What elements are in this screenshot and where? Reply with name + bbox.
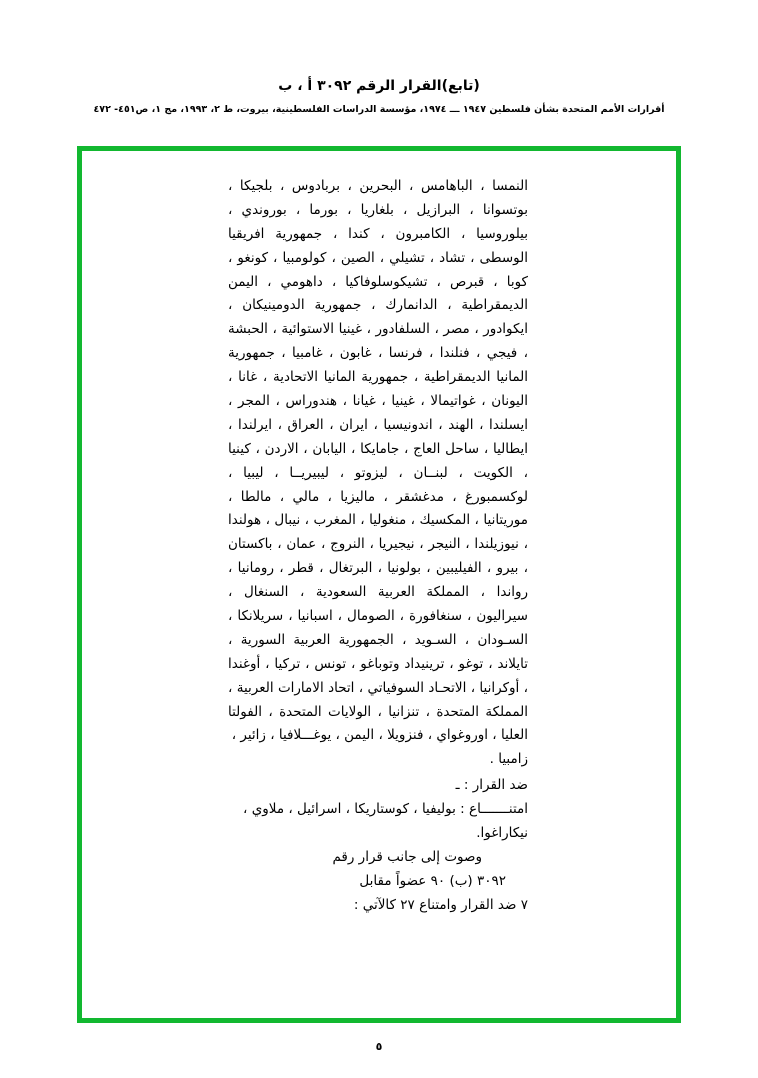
page-header (0, 0, 758, 117)
vote-line-1: وصوت إلى جانب قرار رقم (332, 848, 482, 865)
vote-line-3: ٧ ضد القرار وامتناع ٢٧ كالآتي : (353, 896, 528, 913)
country-list-paragraph: النمسا ، الباهامس ، البحرين ، بربادوس ، بلجيكا ، بوتسوانا ، البرازيل ، بلغاريا ، بورما ، بوروندي ، بيلوروسيا ، الكامبرون ، كندا ، جمهورية افريقيا الوسطى ، تشاد ، تشيلي ، الصين ، كولومبيا ، كونغو ، كوبا ، قبرص ، تشيكوسلوفاكيا ، داهومي ، اليمن الديمقراطية ، الدانمارك ، جمهورية الدومينيكان ، ايكوادور ، مصر ، السلفادور ، غينيا الاستوائية ، الحبشة ، فيجي ، فنلندا ، فرنسا ، غابون ، غامبيا ، جمهورية المانيا الديمقراطية ، جمهورية المانيا الاتحادية ، غانا ، اليونان ، غواتيمالا ، غينيا ، غيانا ، هندوراس ، المجر ، ايسلندا ، الهند ، اندونيسيا ، ايران ، العراق ، ايرلندا ، ايطاليا ، ساحل العاج ، جامايكا ، اليابان ، الاردن ، كينيا ، الكويت ، لبنــان ، ليزوتو ، ليبيريــا ، ليبيا ، لوكسمبورغ ، مدغشقر ، ماليزيا ، مالي ، مالطا ، موريتانيا ، المكسيك ، منغوليا ، المغرب ، نيبال ، هولندا ، نيوزيلندا ، النيجر ، نيجيريا ، النروج ، عمان ، باكستان ، بيرو ، الفيليبين ، بولونيا ، البرتغال ، قطر ، رومانيا ، رواندا ، المملكة العربية السعودية ، السنغال ، سيراليون ، سنغافورة ، الصومال ، اسبانيا ، سريلانكا ، السـودان ، السـويد ، الجمهورية العربية السورية ، تايلاند ، توغو ، ترينيداد وتوباغو ، تونس ، تركيا ، أوغندا ، أوكرانيا ، الاتحـاد السوفياتي ، اتحاد الامارات العربية ، المملكة المتحدة ، تنزانيا ، الولايات المتحدة ، الفولتا العليا ، اوروغواي ، فنزويلا ، اليمن ، يوغـــلافيا ، زائير ، (228, 178, 528, 744)
against-resolution-label: ضد القرار : ـ (455, 777, 528, 794)
country-list-last-word: زامبيا . (489, 751, 528, 768)
vote-count-lines (228, 846, 528, 918)
vote-line-2: ٣٠٩٢ (ب) ٩٠ عضواً مقابل (359, 872, 506, 889)
body-text-block (228, 175, 528, 918)
vote-results-block (228, 774, 528, 917)
content-frame (77, 146, 681, 1023)
page-title: (تابع)القرار الرقم ٣٠٩٢ أ ، ب (278, 78, 480, 94)
source-citation-line-1: أقرارات الأمم المتحدة بشأن فلسطين ١٩٤٧ ـــ ١٩٧٤، مؤسسة الدراسات الفلسطينية، بيروت، ط ٢، ١٩٩٣، مج ١، ص٤٥١- ٤٧٢‎ (93, 104, 665, 115)
page-number: ٥ (375, 1040, 383, 1053)
abstentions-line: امتنـــــــاع : بوليفيا ، كوستاريكا ، اسرائيل ، ملاوي ، نيكاراغوا. (243, 801, 528, 842)
